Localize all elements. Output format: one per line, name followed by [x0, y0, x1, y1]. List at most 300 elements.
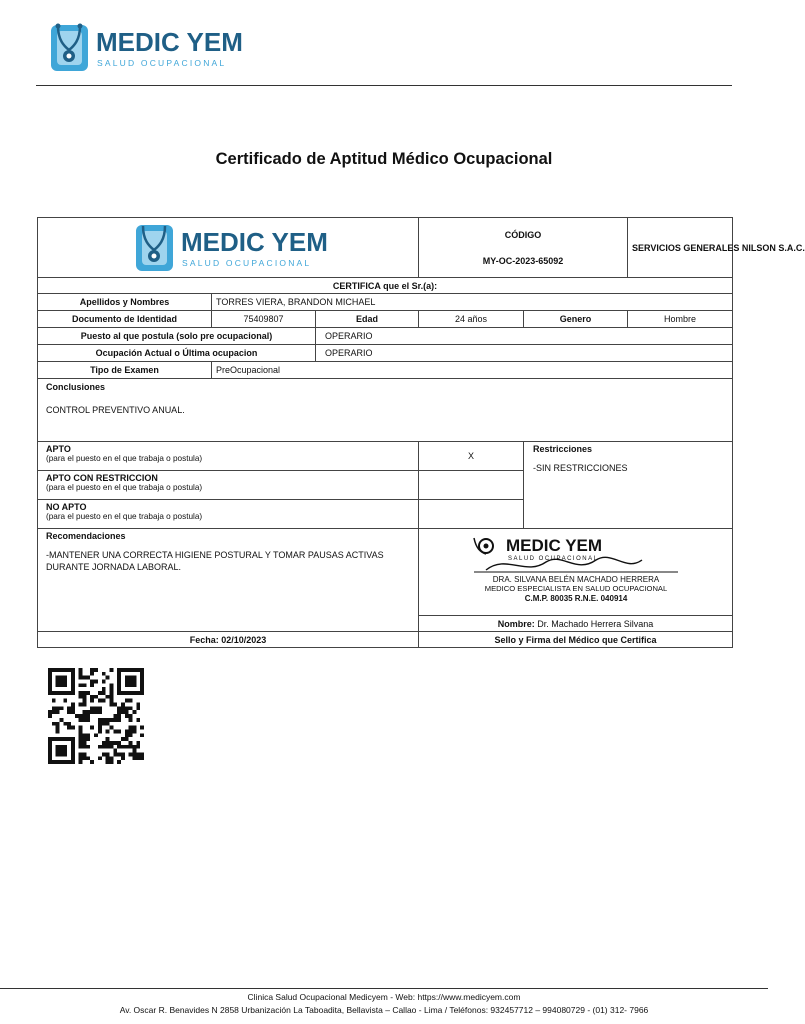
logo-text: MEDIC YEM: [96, 27, 243, 57]
qr-module: [102, 699, 106, 703]
qr-module: [117, 687, 121, 691]
qr-module: [109, 699, 113, 703]
qr-module: [52, 710, 56, 714]
qr-module: [113, 718, 117, 722]
no-apto-cell: [38, 500, 419, 529]
qr-module: [90, 726, 94, 730]
qr-module: [48, 741, 52, 745]
header-divider: [36, 85, 732, 86]
doctor-name-label: Nombre:: [497, 618, 535, 629]
age-value: 24 años: [419, 311, 524, 328]
page-title: Certificado de Aptitud Médico Ocupacional: [215, 150, 553, 168]
gender-label: Genero: [524, 311, 628, 328]
qr-module: [94, 695, 98, 699]
qr-module: [79, 695, 83, 699]
qr-module: [71, 749, 75, 753]
qr-module: [71, 680, 75, 684]
qr-module: [121, 710, 125, 714]
qr-module: [132, 729, 136, 733]
qr-module: [63, 745, 67, 749]
qr-module: [125, 710, 129, 714]
qr-module: [52, 722, 56, 726]
qr-module: [125, 714, 129, 718]
qr-module: [48, 683, 52, 687]
qr-module: [102, 680, 106, 684]
qr-module: [121, 691, 125, 695]
qr-module: [48, 668, 52, 672]
doctor-stamp: [419, 529, 733, 616]
qr-module: [121, 756, 125, 760]
restricciones-value: -SIN RESTRICCIONES: [533, 463, 628, 473]
qr-module: [129, 691, 133, 695]
qr-module: [129, 741, 133, 745]
qr-module: [86, 733, 90, 737]
qr-module: [56, 676, 60, 680]
qr-module: [48, 760, 52, 764]
qr-module: [56, 668, 60, 672]
qr-module: [140, 676, 144, 680]
qr-module: [60, 749, 64, 753]
qr-module: [132, 680, 136, 684]
apto-restriccion-label: APTO CON RESTRICCION: [46, 473, 158, 483]
qr-module: [113, 703, 117, 707]
header-logo: [48, 20, 243, 76]
qr-module: [121, 703, 125, 707]
qr-module: [106, 718, 110, 722]
no-apto-label: NO APTO: [46, 502, 87, 512]
qr-module: [98, 710, 102, 714]
qr-module: [83, 691, 87, 695]
qr-module: [132, 726, 136, 730]
qr-module: [113, 729, 117, 733]
qr-module: [109, 691, 113, 695]
company-cell: [628, 218, 805, 278]
qr-module: [129, 668, 133, 672]
stamp-specialty: MEDICO ESPECIALISTA EN SALUD OCUPACIONAL: [484, 584, 667, 593]
qr-module: [71, 756, 75, 760]
qr-module: [125, 680, 129, 684]
qr-module: [94, 710, 98, 714]
stamp-tagline: SALUD OCUPACIONAL: [507, 556, 598, 562]
qr-module: [83, 699, 87, 703]
table-logo-cell: [38, 218, 419, 278]
qr-module: [71, 726, 75, 730]
qr-module: [125, 668, 129, 672]
qr-module: [86, 691, 90, 695]
qr-module: [63, 680, 67, 684]
qr-code: [46, 668, 146, 769]
qr-module: [98, 729, 102, 733]
qr-module: [109, 726, 113, 730]
qr-module: [129, 718, 133, 722]
qr-module: [83, 741, 87, 745]
qr-module: [106, 737, 110, 741]
qr-module: [90, 760, 94, 764]
qr-module: [125, 683, 129, 687]
recomendaciones-cell: [38, 529, 419, 632]
qr-module: [129, 676, 133, 680]
qr-module: [106, 695, 110, 699]
qr-module: [52, 760, 56, 764]
qr-module: [102, 722, 106, 726]
qr-module: [140, 668, 144, 672]
qr-module: [129, 726, 133, 730]
qr-module: [63, 683, 67, 687]
qr-module: [106, 745, 110, 749]
qr-module: [71, 691, 75, 695]
name-label: Apellidos y Nombres: [38, 294, 212, 311]
qr-module: [117, 741, 121, 745]
apto-label: APTO: [46, 444, 71, 454]
qr-module: [67, 691, 71, 695]
conclusiones-cell: [38, 379, 733, 442]
certificate-table: [37, 217, 805, 648]
tipo-label: Tipo de Examen: [38, 362, 212, 379]
qr-module: [129, 714, 133, 718]
qr-module: [63, 691, 67, 695]
qr-module: [71, 668, 75, 672]
qr-module: [109, 695, 113, 699]
qr-module: [140, 756, 144, 760]
qr-module: [56, 706, 60, 710]
qr-module: [60, 706, 64, 710]
qr-module: [48, 687, 52, 691]
ocupacion-value: OPERARIO: [316, 345, 733, 362]
qr-module: [98, 718, 102, 722]
qr-module: [136, 756, 140, 760]
qr-module: [83, 737, 87, 741]
ocupacion-label: Ocupación Actual o Última ocupacion: [38, 345, 316, 362]
code-label: CÓDIGO: [504, 229, 542, 240]
qr-module: [136, 703, 140, 707]
qr-module: [48, 756, 52, 760]
qr-module: [79, 745, 83, 749]
qr-module: [86, 756, 90, 760]
qr-module: [48, 680, 52, 684]
qr-module: [113, 752, 117, 756]
qr-module: [132, 668, 136, 672]
qr-module: [140, 691, 144, 695]
qr-module: [71, 737, 75, 741]
tipo-value: PreOcupacional: [212, 362, 733, 379]
qr-module: [56, 737, 60, 741]
qr-module: [52, 737, 56, 741]
qr-module: [48, 710, 52, 714]
apto-restriccion-mark: [419, 471, 524, 500]
qr-module: [67, 710, 71, 714]
qr-module: [48, 691, 52, 695]
qr-module: [86, 710, 90, 714]
qr-module: [140, 752, 144, 756]
qr-module: [71, 706, 75, 710]
restricciones-label: Restricciones: [533, 444, 593, 454]
qr-module: [60, 745, 64, 749]
footer-divider: [0, 988, 768, 989]
qr-module: [56, 710, 60, 714]
recomendaciones-label: Recomendaciones: [46, 531, 126, 541]
qr-module: [117, 710, 121, 714]
qr-module: [136, 668, 140, 672]
qr-module: [106, 676, 110, 680]
qr-module: [79, 729, 83, 733]
footer-line-1: Clinica Salud Ocupacional Medicyem - Web: https://www.medicyem.com: [247, 992, 521, 1002]
no-apto-sub: (para el puesto en el que trabaja o postula): [46, 512, 203, 521]
qr-module: [60, 737, 64, 741]
code-cell: [419, 218, 628, 278]
qr-module: [79, 691, 83, 695]
apto-cell: [38, 442, 419, 471]
qr-module: [121, 668, 125, 672]
qr-module: [140, 687, 144, 691]
qr-module: [102, 687, 106, 691]
qr-module: [71, 703, 75, 707]
qr-module: [117, 752, 121, 756]
qr-module: [102, 672, 106, 676]
qr-module: [90, 699, 94, 703]
qr-module: [63, 749, 67, 753]
qr-module: [79, 756, 83, 760]
qr-module: [79, 718, 83, 722]
conclusiones-value: CONTROL PREVENTIVO ANUAL.: [46, 405, 185, 415]
qr-module: [121, 706, 125, 710]
qr-module: [67, 726, 71, 730]
qr-module: [109, 687, 113, 691]
qr-module: [106, 741, 110, 745]
qr-module: [63, 699, 67, 703]
qr-module: [125, 737, 129, 741]
qr-module: [79, 683, 83, 687]
qr-module: [60, 668, 64, 672]
qr-module: [140, 680, 144, 684]
qr-module: [121, 752, 125, 756]
qr-module: [132, 756, 136, 760]
qr-module: [129, 680, 133, 684]
qr-module: [125, 706, 129, 710]
qr-module: [48, 745, 52, 749]
qr-module: [79, 752, 83, 756]
qr-module: [129, 752, 133, 756]
qr-code-icon: [46, 668, 146, 764]
qr-module: [83, 695, 87, 699]
qr-module: [60, 752, 64, 756]
qr-module: [71, 710, 75, 714]
qr-module: [63, 668, 67, 672]
qr-module: [83, 718, 87, 722]
qr-module: [132, 710, 136, 714]
qr-module: [67, 722, 71, 726]
qr-module: [48, 749, 52, 753]
qr-module: [48, 737, 52, 741]
qr-module: [136, 706, 140, 710]
no-apto-mark: [419, 500, 524, 529]
qr-module: [129, 733, 133, 737]
qr-module: [136, 752, 140, 756]
qr-module: [125, 733, 129, 737]
qr-module: [60, 680, 64, 684]
qr-module: [86, 737, 90, 741]
qr-module: [48, 752, 52, 756]
qr-module: [117, 683, 121, 687]
qr-module: [79, 668, 83, 672]
apto-restriccion-cell: [38, 471, 419, 500]
qr-module: [60, 718, 64, 722]
qr-module: [60, 691, 64, 695]
age-label: Edad: [316, 311, 419, 328]
qr-module: [125, 699, 129, 703]
qr-module: [56, 752, 60, 756]
qr-module: [121, 737, 125, 741]
qr-module: [71, 760, 75, 764]
qr-module: [79, 741, 83, 745]
qr-module: [83, 752, 87, 756]
qr-module: [109, 756, 113, 760]
qr-module: [109, 703, 113, 707]
qr-module: [79, 726, 83, 730]
qr-module: [71, 745, 75, 749]
doctor-name-value: Dr. Machado Herrera Silvana: [537, 618, 654, 629]
qr-module: [136, 741, 140, 745]
qr-module: [125, 745, 129, 749]
qr-module: [117, 714, 121, 718]
qr-module: [83, 703, 87, 707]
qr-module: [90, 710, 94, 714]
qr-module: [83, 733, 87, 737]
qr-module: [60, 760, 64, 764]
qr-module: [129, 699, 133, 703]
qr-module: [129, 683, 133, 687]
qr-module: [71, 741, 75, 745]
gender-value: Hombre: [628, 311, 733, 328]
qr-module: [102, 741, 106, 745]
code-value: MY-OC-2023-65092: [482, 255, 564, 266]
qr-module: [117, 680, 121, 684]
qr-module: [71, 752, 75, 756]
qr-module: [129, 729, 133, 733]
qr-module: [109, 745, 113, 749]
qr-module: [79, 672, 83, 676]
qr-module: [109, 668, 113, 672]
qr-module: [75, 714, 79, 718]
restricciones-cell: [524, 442, 733, 529]
qr-module: [136, 718, 140, 722]
qr-module: [56, 760, 60, 764]
qr-module: [113, 741, 117, 745]
qr-module: [129, 706, 133, 710]
qr-module: [83, 710, 87, 714]
qr-module: [56, 726, 60, 730]
qr-module: [94, 668, 98, 672]
qr-module: [113, 749, 117, 753]
qr-module: [63, 737, 67, 741]
qr-module: [60, 683, 64, 687]
fecha: Fecha: 02/10/2023: [38, 632, 419, 648]
qr-module: [98, 722, 102, 726]
puesto-value: OPERARIO: [316, 328, 733, 345]
qr-module: [83, 756, 87, 760]
qr-module: [52, 691, 56, 695]
qr-module: [56, 683, 60, 687]
stamp-brand: MEDIC YEM: [505, 536, 602, 555]
apto-restriccion-sub: (para el puesto en el que trabaja o postula): [46, 483, 203, 492]
qr-module: [117, 691, 121, 695]
qr-module: [56, 722, 60, 726]
qr-module: [132, 752, 136, 756]
qr-module: [86, 745, 90, 749]
qr-module: [140, 683, 144, 687]
qr-module: [56, 745, 60, 749]
qr-module: [63, 722, 67, 726]
qr-module: [106, 756, 110, 760]
qr-module: [129, 745, 133, 749]
qr-module: [56, 680, 60, 684]
qr-module: [125, 676, 129, 680]
qr-module: [67, 706, 71, 710]
name-value: TORRES VIERA, BRANDON MICHAEL: [212, 294, 733, 311]
qr-module: [52, 706, 56, 710]
qr-module: [98, 756, 102, 760]
qr-module: [94, 706, 98, 710]
qr-module: [117, 760, 121, 764]
qr-module: [90, 672, 94, 676]
qr-module: [79, 703, 83, 707]
qr-module: [132, 676, 136, 680]
qr-module: [94, 733, 98, 737]
qr-module: [106, 760, 110, 764]
qr-module: [71, 676, 75, 680]
qr-module: [71, 683, 75, 687]
qr-module: [117, 745, 121, 749]
qr-module: [98, 691, 102, 695]
qr-module: [67, 760, 71, 764]
qr-module: [86, 718, 90, 722]
qr-module: [90, 683, 94, 687]
qr-module: [102, 718, 106, 722]
apto-sub: (para el puesto en el que trabaja o postula): [46, 454, 203, 463]
qr-module: [98, 699, 102, 703]
qr-module: [136, 691, 140, 695]
qr-module: [90, 668, 94, 672]
qr-module: [132, 745, 136, 749]
qr-module: [117, 672, 121, 676]
qr-module: [109, 760, 113, 764]
qr-module: [48, 676, 52, 680]
qr-module: [132, 691, 136, 695]
qr-module: [48, 714, 52, 718]
certifica-label: CERTIFICA que el Sr.(a):: [38, 278, 733, 294]
stethoscope-icon: [133, 220, 328, 276]
qr-module: [90, 695, 94, 699]
qr-module: [63, 760, 67, 764]
qr-module: [117, 676, 121, 680]
puesto-label: Puesto al que postula (solo pre ocupacional): [38, 328, 316, 345]
qr-module: [79, 676, 83, 680]
qr-module: [140, 672, 144, 676]
qr-module: [109, 741, 113, 745]
qr-module: [121, 745, 125, 749]
qr-module: [79, 760, 83, 764]
conclusiones-label: Conclusiones: [46, 382, 106, 392]
qr-module: [136, 745, 140, 749]
doc-value: 75409807: [212, 311, 316, 328]
qr-module: [102, 752, 106, 756]
svg-text:SALUD OCUPACIONAL: SALUD OCUPACIONAL: [182, 257, 312, 268]
doc-label: Documento de Identidad: [38, 311, 212, 328]
qr-module: [79, 733, 83, 737]
stamp-doctor: DRA. SILVANA BELÉN MACHADO HERRERA: [492, 575, 659, 584]
qr-module: [117, 729, 121, 733]
qr-module: [67, 668, 71, 672]
recomendaciones-line-2: DURANTE JORNADA LABORAL.: [46, 562, 182, 572]
